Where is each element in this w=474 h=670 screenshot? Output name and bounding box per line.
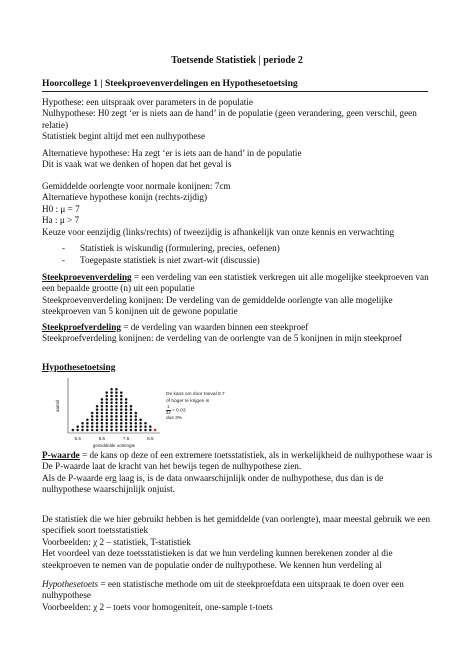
data-point (91, 415, 94, 418)
data-point (115, 402, 118, 405)
hypothesis-test-block (42, 579, 434, 613)
paragraph-line: Voorbeelden: χ 2 – toets voor homogeniteit, one-sample t-toets (42, 601, 273, 612)
data-point (86, 425, 89, 428)
data-point (91, 419, 94, 422)
data-point (120, 395, 123, 398)
data-point (110, 395, 113, 398)
annotation-line: dus 3% (166, 416, 182, 422)
data-point (120, 429, 123, 432)
data-point (81, 425, 84, 428)
data-point (110, 422, 113, 425)
data-point (110, 412, 113, 415)
data-point (110, 391, 113, 394)
data-point (115, 405, 118, 408)
annotation-fraction-line (166, 405, 236, 415)
data-point (101, 422, 104, 425)
data-point (86, 419, 89, 422)
data-point (135, 415, 138, 418)
data-point (96, 412, 99, 415)
fraction-numerator: 1 (167, 404, 170, 409)
data-point (81, 422, 84, 425)
annotation-line: of hoger te krijgen is (166, 399, 210, 404)
data-point (105, 402, 108, 405)
data-point (101, 402, 104, 405)
lecture-heading: Hoorcollege 1 | Steekproevenverdelingen en Hypothesetoetsing (42, 78, 428, 92)
paragraph-line: De P-waarde laat de kracht van het bewijs tegen de nulhypothese zien. (42, 461, 302, 472)
definition-line (42, 272, 434, 295)
data-point (101, 405, 104, 408)
data-point (110, 388, 113, 391)
data-point (120, 412, 123, 415)
data-point (130, 415, 133, 418)
data-point (101, 398, 104, 401)
definition-text: = de verdeling van waarden binnen een steekproef (120, 322, 309, 332)
definition-text: = de kans op deze of een extremere toetsstatistiek, als in werkelijkheid de nulhypothese waar is (79, 450, 433, 460)
alternative-hypothesis-block (42, 148, 434, 171)
x-tick-label: 7.5 (122, 436, 130, 441)
data-point (110, 402, 113, 405)
list-item: - Statistiek is wiskundig (formulering, precies, oefenen) (62, 242, 422, 254)
data-point (125, 422, 128, 425)
definition-text: = een statistische methode om uit de steekproefdata een uitspraak te doen over een nulhypothese (42, 579, 404, 601)
data-point (110, 415, 113, 418)
data-point (110, 405, 113, 408)
data-point (105, 422, 108, 425)
paragraph-line: H0 : μ = 7 (42, 203, 80, 214)
data-point (120, 398, 123, 401)
data-point (115, 412, 118, 415)
data-point (105, 398, 108, 401)
data-point (115, 398, 118, 401)
data-point (125, 402, 128, 405)
definition-line (42, 322, 434, 333)
data-point (101, 429, 104, 432)
data-point (120, 405, 123, 408)
definition-line (42, 450, 434, 461)
data-point (96, 408, 99, 411)
data-point (96, 419, 99, 422)
x-axis-label: gemiddelde oorlengte (92, 443, 136, 448)
data-point (76, 425, 79, 428)
data-point (105, 425, 108, 428)
data-point (120, 425, 123, 428)
data-point (144, 425, 147, 428)
data-point (115, 425, 118, 428)
data-point (101, 412, 104, 415)
data-point (125, 408, 128, 411)
data-point (110, 429, 113, 432)
data-point (101, 419, 104, 422)
data-point (130, 429, 133, 432)
sample-distribution-block (42, 322, 434, 345)
list-item: - Toegepaste statistiek is niet zwart-wit (discussie) (62, 254, 422, 266)
annotation-line: = 0.03 (172, 408, 186, 414)
data-point (91, 412, 94, 415)
data-point (96, 405, 99, 408)
data-point (101, 408, 104, 411)
fraction-denominator: 32 (166, 409, 171, 415)
document-title: Toetsende Statistiek | periode 2 (171, 55, 303, 66)
data-point (144, 429, 147, 432)
section-heading-hypothesetoetsing: Hypothesetoetsing (42, 363, 116, 373)
data-point (149, 429, 152, 432)
data-point (91, 429, 94, 432)
data-point (120, 391, 123, 394)
term-steekproefverdeling: Steekproefverdeling (42, 322, 121, 332)
data-point (96, 415, 99, 418)
data-point (125, 425, 128, 428)
data-point (120, 408, 123, 411)
data-point (105, 405, 108, 408)
paragraph-line: Alternatieve hypothese konijn (rechts-zijdig) (42, 192, 208, 203)
x-tick-label: 5.5 (74, 436, 81, 441)
data-point (72, 429, 75, 432)
paragraph-line: Voorbeelden: χ 2 – statistiek, T-statistiek (42, 536, 191, 547)
data-point (101, 415, 104, 418)
rabbit-example-block (42, 181, 434, 238)
paragraph-line: De statistiek die we hier gebruikt hebben is het gemiddelde (van oorlengte), maar meestal gebruik we een specifiek soort toetsstatistiek (42, 514, 431, 536)
data-point (125, 419, 128, 422)
data-point (130, 422, 133, 425)
data-point (125, 415, 128, 418)
data-point (125, 398, 128, 401)
paragraph-line: Ha : μ > 7 (42, 215, 80, 226)
data-point (115, 429, 118, 432)
data-point (130, 405, 133, 408)
annotation-line: De kans om door toeval 8.7 (166, 392, 225, 397)
chart-annotation (166, 391, 236, 422)
data-point (115, 419, 118, 422)
paragraph-line: Dit is vaak wat we denken of hopen dat het geval is (42, 159, 232, 170)
data-point (135, 412, 138, 415)
data-point (130, 408, 133, 411)
data-point (105, 391, 108, 394)
data-point (115, 395, 118, 398)
fraction (166, 405, 171, 415)
paragraph-line: Steekproefverdeling konijnen: de verdeling van de oorlengte van de 5 konijnen in mijn steekproef (42, 333, 402, 344)
data-point (115, 388, 118, 391)
data-point (139, 419, 142, 422)
data-point (105, 412, 108, 415)
data-point (86, 429, 89, 432)
data-point (91, 425, 94, 428)
term-hypothesetoets: Hypothesetoets (42, 579, 99, 589)
statistics-bullet-list (62, 242, 422, 266)
data-point (135, 425, 138, 428)
data-point (105, 395, 108, 398)
term-p-waarde: P-waarde (42, 450, 80, 460)
data-point (81, 429, 84, 432)
data-point (120, 419, 123, 422)
data-point (139, 425, 142, 428)
data-point (110, 398, 113, 401)
data-point (96, 429, 99, 432)
data-point (96, 422, 99, 425)
data-point (120, 402, 123, 405)
data-point (110, 419, 113, 422)
data-point (135, 419, 138, 422)
hypothesis-block (42, 97, 434, 143)
data-point (115, 408, 118, 411)
test-statistic-block (42, 514, 434, 571)
definition-text: = een verdeling van een statistiek verkregen uit alle mogelijke steekproeven van een bepaalde grootte (n) uit een populatie (42, 272, 429, 294)
definition-line (42, 579, 434, 602)
paragraph-line: Nulhypothese: H0 zegt ‘er is niets aan de hand’ in de populatie (geen verandering, geen verschil, geen relatie) (42, 108, 417, 130)
x-tick-label: 6.5 (98, 436, 106, 441)
data-point (130, 425, 133, 428)
data-point (125, 429, 128, 432)
data-point (144, 422, 147, 425)
data-point (110, 408, 113, 411)
paragraph-line: Statistiek begint altijd met een nulhypothese (42, 131, 206, 142)
data-point (105, 408, 108, 411)
data-point (135, 429, 138, 432)
x-tick-label: 8.5 (147, 436, 154, 441)
data-point (115, 391, 118, 394)
data-point (135, 422, 138, 425)
paragraph-line: Het voordeel van deze toetsstatistieken is dat we hun verdeling kunnen berekenen zonder al die steekproeven te nemen van de populatie onder de nulhypothese. We kennen hun verdeling al (42, 548, 393, 570)
paragraph-line: Keuze voor eenzijdig (links/rechts) of tweezijdig is afhankelijk van onze kennis en verwachting (42, 226, 395, 237)
data-point (86, 422, 89, 425)
data-point (120, 415, 123, 418)
p-value-block (42, 450, 434, 496)
data-point (105, 429, 108, 432)
data-point (120, 422, 123, 425)
data-point (149, 425, 152, 428)
paragraph-line: Als de P-waarde erg laag is, is de data onwaarschijnlijk onder de nulhypothese, dus dan is de nulhypothese waarschijnlijk onjuist. (42, 472, 384, 495)
data-point (139, 429, 142, 432)
data-point (154, 429, 157, 432)
sampling-distribution-block (42, 272, 434, 318)
data-point (96, 425, 99, 428)
data-point (130, 419, 133, 422)
y-axis-label: aantal (55, 400, 60, 412)
paragraph-line: Hypothese: een uitspraak over parameters in de populatie (42, 97, 253, 107)
data-point (125, 412, 128, 415)
data-point (105, 419, 108, 422)
data-point (130, 412, 133, 415)
data-point (110, 425, 113, 428)
paragraph-line: Alternatieve hypothese: Ha zegt ‘er is iets aan de hand’ in de populatie (42, 148, 302, 158)
data-point (115, 415, 118, 418)
term-steekproevenverdeling: Steekproevenverdeling (42, 272, 132, 282)
data-point (91, 422, 94, 425)
data-point (76, 429, 79, 432)
data-point (101, 425, 104, 428)
paragraph-line: Gemiddelde oorlengte voor normale konijnen: 7cm (42, 181, 231, 191)
data-point (115, 422, 118, 425)
data-point (105, 415, 108, 418)
data-point (125, 405, 128, 408)
paragraph-line: Steekproevenverdeling konijnen: De verdeling van de gemiddelde oorlengte van alle mogelijke steekproeven van 5 konijnen uit de gewone populatie (42, 294, 393, 317)
data-point (139, 422, 142, 425)
